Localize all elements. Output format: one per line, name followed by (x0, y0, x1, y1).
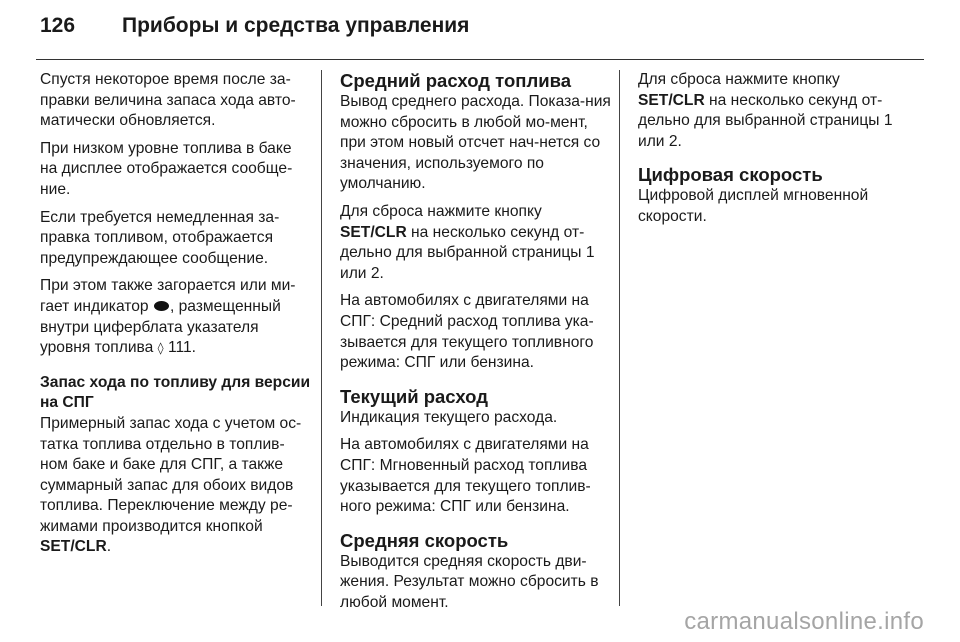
paragraph: Спустя некоторое время после за-правки величина запаса хода авто-матически обновляется. (40, 71, 296, 130)
subheading: Запас хода по топливу для версии на СПГ (40, 373, 311, 412)
paragraph: На автомобилях с двигателями на СПГ: Мгновенный расход топлива указывается для текущего топлив-ного режима: СПГ или бензина. (340, 436, 591, 516)
section-heading: Цифровая скорость (638, 164, 823, 186)
text-run: При этом также загорается или ми-гает индикатор (40, 277, 296, 315)
text-run: Примерный запас хода с учетом ос-татка топлива отдельно в топлив-ном баке и баке для СПГ, а также суммарный запас для обоих видов топлива. Переключение между ре-жимами производится кнопкой (40, 414, 302, 535)
paragraph: Вывод среднего расхода. Показа-ния можно сбросить в любой мо-мент, при этом новый отсчет нач-нется со значения, используемого по умолчанию. (340, 93, 611, 193)
button-name: SET/CLR (340, 223, 407, 241)
text-run: Для сброса нажмите кнопку (638, 71, 840, 88)
paragraph (40, 414, 312, 558)
section-heading: Средняя скорость (340, 529, 509, 551)
header-rule (36, 59, 924, 60)
paragraph: При низком уровне топлива в баке на дисплее отображается сообще-ние. (40, 139, 293, 198)
column-left (40, 70, 312, 565)
page-number: 126 (40, 14, 76, 37)
page-header (40, 14, 469, 54)
watermark: carmanualsonline.info (684, 608, 924, 635)
paragraph: Индикация текущего расхода. (340, 408, 558, 426)
paragraph (40, 276, 312, 358)
text-run: на несколько секунд от-дельно для выбранной страницы 1 или 2. (638, 91, 893, 150)
text-run: . (106, 538, 112, 556)
text-run: , размещенный внутри циферблата указателя уровня топлива (40, 297, 281, 357)
button-name: SET/CLR (40, 538, 107, 556)
fuel-indicator-icon (154, 301, 169, 311)
text-run: Для сброса нажмите кнопку (340, 202, 542, 220)
paragraph: Цифровой дисплей мгновенной скорости. (638, 187, 869, 225)
paragraph (340, 202, 612, 284)
button-name: SET/CLR (638, 91, 705, 109)
paragraph (638, 70, 910, 152)
page-title: Приборы и средства управления (122, 14, 470, 37)
page-ref-icon: ◊ (157, 341, 164, 356)
section-heading: Текущий расход (340, 385, 488, 407)
page-ref-number[interactable]: 111. (163, 339, 196, 357)
paragraph: Выводится средняя скорость дви-жения. Результат можно сбросить в любой момент. (340, 552, 599, 611)
section-heading: Средний расход топлива (340, 70, 571, 91)
column-divider (619, 70, 620, 606)
text-run: на несколько секунд от-дельно для выбранной страницы 1 или 2. (340, 223, 595, 282)
paragraph: Если требуется немедленная за-правка топливом, отображается предупреждающее сообщение. (40, 208, 280, 267)
column-divider (321, 70, 322, 606)
paragraph: На автомобилях с двигателями на СПГ: Средний расход топлива ука-зывается для текущего топливного режима: СПГ или бензина. (340, 292, 594, 372)
column-right (638, 70, 910, 235)
column-middle (340, 70, 612, 620)
